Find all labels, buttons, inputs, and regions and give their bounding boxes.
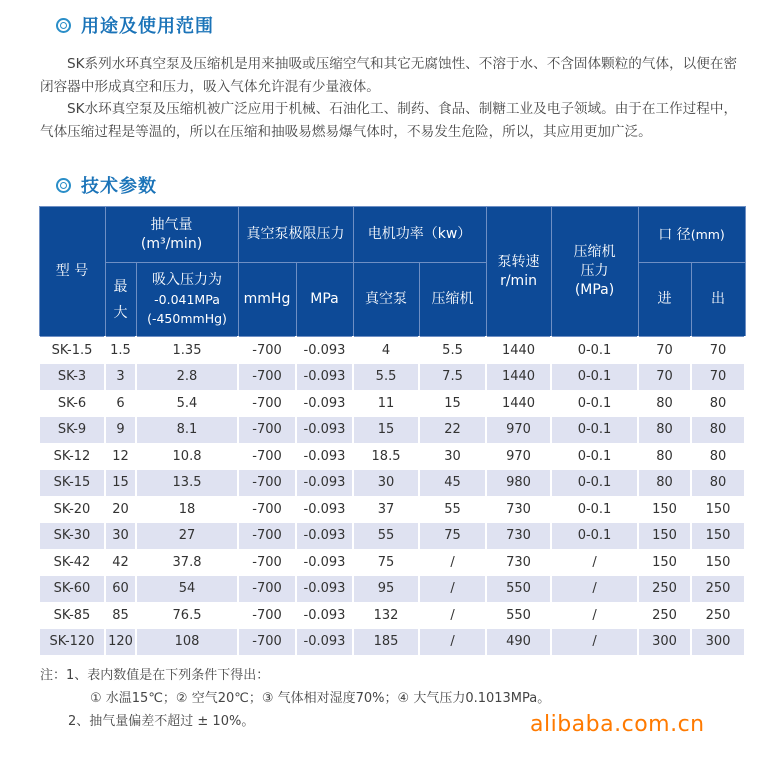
table-cell: 0-0.1: [551, 470, 638, 497]
table-cell: 490: [486, 629, 551, 656]
table-cell: 30: [419, 443, 486, 470]
table-cell: 1440: [486, 390, 551, 417]
notes: [40, 664, 550, 733]
col-compressor-pressure: 压缩机 压力 (MPa): [551, 207, 638, 337]
table-cell: 1.35: [136, 337, 238, 364]
table-cell: 730: [486, 523, 551, 550]
table-cell: 80: [638, 443, 691, 470]
table-cell: 9: [105, 417, 136, 444]
table-cell: 70: [638, 364, 691, 391]
table-cell: SK-120: [39, 629, 105, 656]
table-cell: /: [419, 602, 486, 629]
table-cell: 55: [419, 496, 486, 523]
table-cell: 3: [105, 364, 136, 391]
table-row: [39, 470, 745, 497]
section-title: 技术参数: [81, 176, 157, 197]
col-outlet: 出: [691, 263, 745, 337]
table-cell: -700: [238, 390, 296, 417]
section-heading-specs: [56, 172, 157, 198]
table-cell: 70: [691, 337, 745, 364]
table-cell: 95: [353, 576, 419, 603]
section-heading-usage: [56, 12, 214, 38]
table-cell: -700: [238, 629, 296, 656]
table-cell: 42: [105, 549, 136, 576]
table-cell: SK-3: [39, 364, 105, 391]
table-cell: 12: [105, 443, 136, 470]
table-row: [39, 496, 745, 523]
col-power-compressor: 压缩机: [419, 263, 486, 337]
col-flow-max: 最 大: [105, 263, 136, 337]
table-cell: 300: [691, 629, 745, 656]
table-cell: /: [551, 629, 638, 656]
table-cell: 20: [105, 496, 136, 523]
table-cell: 80: [691, 417, 745, 444]
table-cell: 108: [136, 629, 238, 656]
table-cell: 4: [353, 337, 419, 364]
table-cell: -700: [238, 549, 296, 576]
table-cell: 0-0.1: [551, 417, 638, 444]
table-cell: 80: [638, 390, 691, 417]
col-vacuum-limit: 真空泵极限压力: [238, 207, 353, 263]
table-row: [39, 523, 745, 550]
table-cell: 120: [105, 629, 136, 656]
table-cell: /: [551, 602, 638, 629]
table-cell: SK-85: [39, 602, 105, 629]
table-cell: 550: [486, 576, 551, 603]
table-row: [39, 443, 745, 470]
table-cell: 0-0.1: [551, 496, 638, 523]
section-title: 用途及使用范围: [81, 16, 214, 37]
table-cell: -0.093: [296, 549, 353, 576]
table-cell: 250: [638, 602, 691, 629]
table-cell: 250: [638, 576, 691, 603]
table-cell: 0-0.1: [551, 443, 638, 470]
table-cell: 11: [353, 390, 419, 417]
table-row: [39, 390, 745, 417]
table-row: [39, 629, 745, 656]
spec-table: [38, 206, 746, 655]
table-cell: -0.093: [296, 364, 353, 391]
table-cell: 5.5: [419, 337, 486, 364]
table-cell: 18.5: [353, 443, 419, 470]
table-cell: 70: [638, 337, 691, 364]
table-cell: SK-9: [39, 417, 105, 444]
col-model: 型 号: [39, 207, 105, 337]
watermark: alibaba.com.cn: [530, 712, 705, 737]
table-cell: /: [419, 629, 486, 656]
table-cell: 150: [691, 523, 745, 550]
table-cell: SK-12: [39, 443, 105, 470]
table-row: [39, 337, 745, 364]
table-row: [39, 364, 745, 391]
table-cell: 250: [691, 602, 745, 629]
double-circle-icon: [56, 178, 71, 193]
col-mpa: MPa: [296, 263, 353, 337]
table-cell: SK-1.5: [39, 337, 105, 364]
table-cell: 30: [105, 523, 136, 550]
table-cell: 75: [419, 523, 486, 550]
table-cell: -700: [238, 496, 296, 523]
table-cell: -700: [238, 470, 296, 497]
table-cell: 15: [353, 417, 419, 444]
table-cell: 70: [691, 364, 745, 391]
table-cell: 15: [419, 390, 486, 417]
table-cell: 300: [638, 629, 691, 656]
table-cell: -0.093: [296, 390, 353, 417]
col-flow: 抽气量 (m³/min): [105, 207, 238, 263]
table-cell: 18: [136, 496, 238, 523]
table-cell: 1.5: [105, 337, 136, 364]
table-cell: -700: [238, 602, 296, 629]
table-cell: 980: [486, 470, 551, 497]
paragraph: SK水环真空泵及压缩机被广泛应用于机械、石油化工、制药、食品、制糖工业及电子领域。由于在工作过程中，气体压缩过程是等温的，所以在压缩和抽吸易燃易爆气体时，不易发生危险，所以，其应用更加广泛。: [40, 101, 738, 140]
table-cell: -0.093: [296, 629, 353, 656]
table-cell: -0.093: [296, 337, 353, 364]
table-cell: 1440: [486, 337, 551, 364]
table-cell: 0-0.1: [551, 337, 638, 364]
table-cell: SK-30: [39, 523, 105, 550]
table-row: [39, 417, 745, 444]
table-cell: -0.093: [296, 523, 353, 550]
table-cell: 730: [486, 549, 551, 576]
table-cell: 45: [419, 470, 486, 497]
table-cell: -700: [238, 443, 296, 470]
table-cell: 0-0.1: [551, 523, 638, 550]
table-cell: -0.093: [296, 496, 353, 523]
table-cell: 1440: [486, 364, 551, 391]
table-cell: 37.8: [136, 549, 238, 576]
table-cell: -0.093: [296, 443, 353, 470]
paragraph: SK系列水环真空泵及压缩机是用来抽吸或压缩空气和其它无腐蚀性、不溶于水、不含固体颗粒的气体，以便在密闭容器中形成真空和压力，吸入气体允许混有少量液体。: [40, 56, 738, 95]
table-cell: -700: [238, 364, 296, 391]
table-cell: 550: [486, 602, 551, 629]
table-cell: 185: [353, 629, 419, 656]
col-flow-at-pressure: 吸入压力为 -0.041MPa (-450mmHg): [136, 263, 238, 337]
table-cell: 80: [691, 390, 745, 417]
table-cell: 0-0.1: [551, 390, 638, 417]
table-cell: 2.8: [136, 364, 238, 391]
table-cell: 37: [353, 496, 419, 523]
table-cell: /: [419, 576, 486, 603]
table-cell: 54: [136, 576, 238, 603]
spec-table-body: [39, 337, 745, 656]
col-speed: 泵转速 r/min: [486, 207, 551, 337]
table-cell: -700: [238, 417, 296, 444]
table-cell: 80: [691, 443, 745, 470]
note-line: 2、抽气量偏差不超过 ± 10%。: [68, 714, 255, 729]
table-cell: 80: [691, 470, 745, 497]
col-mmhg: mmHg: [238, 263, 296, 337]
col-power-vacuum: 真空泵: [353, 263, 419, 337]
table-cell: SK-60: [39, 576, 105, 603]
table-cell: SK-42: [39, 549, 105, 576]
table-cell: 5.4: [136, 390, 238, 417]
double-circle-icon: [56, 18, 71, 33]
table-cell: 80: [638, 470, 691, 497]
table-cell: 13.5: [136, 470, 238, 497]
table-cell: 150: [638, 523, 691, 550]
table-cell: -0.093: [296, 417, 353, 444]
table-cell: /: [551, 549, 638, 576]
table-cell: 30: [353, 470, 419, 497]
table-cell: 10.8: [136, 443, 238, 470]
col-motor-power: 电机功率（kw）: [353, 207, 486, 263]
table-cell: 6: [105, 390, 136, 417]
table-cell: 15: [105, 470, 136, 497]
table-cell: SK-20: [39, 496, 105, 523]
table-cell: 27: [136, 523, 238, 550]
table-cell: /: [551, 576, 638, 603]
col-inlet: 进: [638, 263, 691, 337]
table-row: [39, 602, 745, 629]
table-cell: SK-15: [39, 470, 105, 497]
table-cell: -700: [238, 576, 296, 603]
col-diameter: 口 径(mm): [638, 207, 745, 263]
table-cell: -700: [238, 523, 296, 550]
table-cell: 55: [353, 523, 419, 550]
table-cell: 132: [353, 602, 419, 629]
table-cell: 250: [691, 576, 745, 603]
table-cell: /: [419, 549, 486, 576]
table-cell: 970: [486, 443, 551, 470]
table-cell: -700: [238, 337, 296, 364]
table-cell: 22: [419, 417, 486, 444]
table-cell: 150: [691, 549, 745, 576]
table-cell: 8.1: [136, 417, 238, 444]
table-cell: -0.093: [296, 602, 353, 629]
table-cell: 5.5: [353, 364, 419, 391]
table-cell: 730: [486, 496, 551, 523]
table-cell: 150: [691, 496, 745, 523]
table-cell: -0.093: [296, 576, 353, 603]
table-cell: 7.5: [419, 364, 486, 391]
table-cell: -0.093: [296, 470, 353, 497]
table-cell: 85: [105, 602, 136, 629]
table-cell: 150: [638, 496, 691, 523]
table-cell: 60: [105, 576, 136, 603]
table-cell: 80: [638, 417, 691, 444]
table-cell: 970: [486, 417, 551, 444]
usage-description: [40, 53, 750, 143]
note-line: 注：1、表内数值是在下列条件下得出：: [40, 668, 270, 683]
table-cell: SK-6: [39, 390, 105, 417]
table-row: [39, 549, 745, 576]
table-cell: 150: [638, 549, 691, 576]
table-cell: 0-0.1: [551, 364, 638, 391]
table-cell: 75: [353, 549, 419, 576]
note-line: ① 水温15℃；② 空气20℃；③ 气体相对湿度70%；④ 大气压力0.1013MPa。: [90, 691, 551, 706]
table-row: [39, 576, 745, 603]
table-cell: 76.5: [136, 602, 238, 629]
